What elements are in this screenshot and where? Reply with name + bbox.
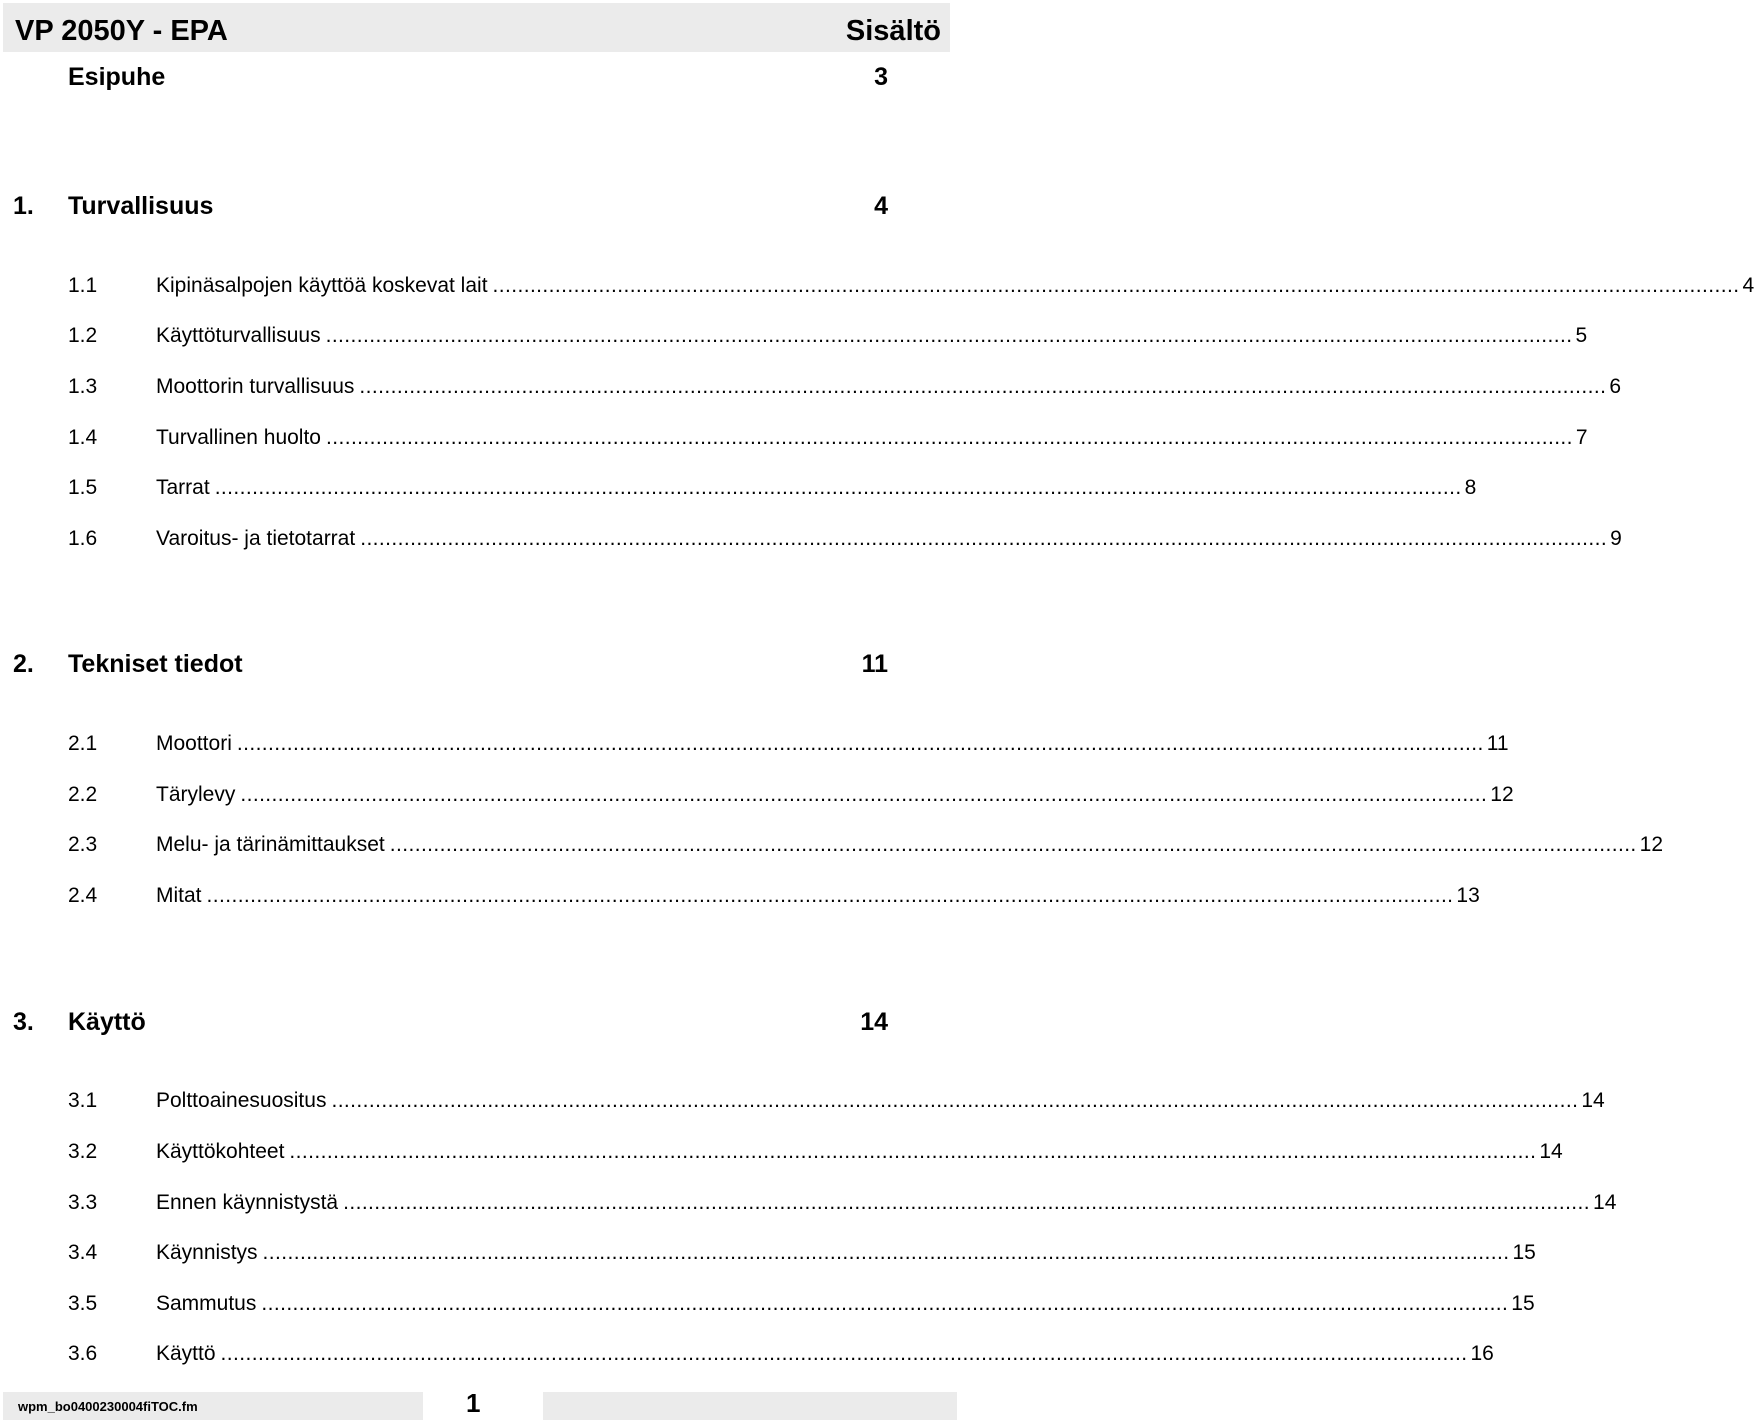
toc-entry-3-6[interactable]	[0, 1339, 1494, 1369]
toc-entry-row	[156, 423, 1588, 453]
toc-entry-number: 3.5	[68, 1292, 98, 1315]
toc-chapter-title: Tekniset tiedot	[68, 650, 243, 678]
toc-entry-page: 9	[1610, 527, 1622, 550]
toc-entry-page: 5	[1575, 324, 1588, 347]
toc-entry-row	[156, 1086, 1605, 1116]
footer-page-number: 1	[466, 1388, 481, 1418]
dot-leader: ........................................................................................................................................................................................................	[261, 1292, 1509, 1315]
toc-chapter-3[interactable]	[0, 1005, 960, 1039]
toc-entry-row	[156, 524, 1622, 554]
toc-chapter-title: Käyttö	[68, 1008, 146, 1036]
toc-entry-number: 2.3	[68, 833, 98, 856]
toc-entry-page: 13	[1456, 884, 1480, 907]
toc-entry-title: Sammutus	[156, 1292, 257, 1315]
toc-entry-title: Varoitus- ja tietotarrat	[156, 527, 356, 550]
toc-entry-row	[156, 1137, 1563, 1167]
toc-chapter-page: 11	[861, 650, 888, 678]
toc-entry-number: 2.4	[68, 884, 98, 907]
toc-entry-page: 12	[1490, 783, 1514, 806]
toc-entry-page: 14	[1593, 1191, 1617, 1214]
toc-entry-title: Tarrat	[156, 476, 210, 499]
toc-preface[interactable]	[0, 60, 960, 94]
toc-entry-3-1[interactable]	[0, 1086, 1605, 1116]
toc-entry-3-4[interactable]	[0, 1238, 1536, 1268]
dot-leader: ........................................................................................................................................................................................................	[389, 833, 1637, 856]
toc-preface-page: 3	[874, 63, 888, 91]
toc-entry-1-2[interactable]	[0, 321, 1588, 351]
toc-entry-title: Mitat	[156, 884, 202, 907]
toc-entry-row	[156, 729, 1509, 759]
toc-entry-page: 14	[1539, 1140, 1563, 1163]
toc-entry-1-4[interactable]	[0, 423, 1588, 453]
dot-leader: ........................................................................................................................................................................................................	[360, 527, 1608, 550]
section-title: Sisältö	[845, 15, 941, 47]
toc-chapter-1[interactable]	[0, 189, 960, 223]
dot-leader: ........................................................................................................................................................................................................	[343, 1191, 1591, 1214]
toc-entry-page: 14	[1581, 1089, 1605, 1112]
toc-entry-title: Moottori	[156, 732, 232, 755]
toc-entry-title: Moottorin turvallisuus	[156, 375, 355, 398]
dot-leader: ........................................................................................................................................................................................................	[359, 375, 1607, 398]
toc-entry-title: Käyttö	[156, 1342, 216, 1365]
toc-entry-title: Käyttöturvallisuus	[156, 324, 321, 347]
toc-entry-row	[156, 473, 1477, 503]
footer-left-bar	[3, 1392, 423, 1420]
toc-entry-title: Ennen käynnistystä	[156, 1191, 339, 1214]
dot-leader: ........................................................................................................................................................................................................	[214, 476, 1462, 499]
toc-entry-2-1[interactable]	[0, 729, 1509, 759]
dot-leader: ........................................................................................................................................................................................................	[206, 884, 1454, 907]
toc-entry-title: Käyttökohteet	[156, 1140, 285, 1163]
toc-entry-number: 3.1	[68, 1089, 98, 1112]
dot-leader: ........................................................................................................................................................................................................	[326, 426, 1573, 449]
toc-entry-page: 15	[1512, 1241, 1536, 1264]
toc-entry-row	[156, 1188, 1617, 1218]
toc-chapter-number: 1.	[13, 192, 34, 220]
toc-entry-row	[156, 271, 1754, 301]
dot-leader: ........................................................................................................................................................................................................	[289, 1140, 1537, 1163]
toc-entry-3-3[interactable]	[0, 1188, 1617, 1218]
footer-right-bar	[543, 1392, 957, 1420]
toc-entry-row	[156, 830, 1664, 860]
toc-entry-row	[156, 881, 1480, 911]
toc-entry-title: Turvallinen huolto	[156, 426, 321, 449]
toc-entry-number: 1.6	[68, 527, 98, 550]
toc-entry-page: 4	[1742, 274, 1754, 297]
footer-filename: wpm_bo0400230004fiTOC.fm	[18, 1399, 198, 1414]
toc-chapter-number: 3.	[13, 1008, 34, 1036]
toc-entry-row	[156, 780, 1514, 810]
toc-entry-number: 3.3	[68, 1191, 98, 1214]
dot-leader: ........................................................................................................................................................................................................	[220, 1342, 1468, 1365]
toc-entry-row	[156, 372, 1622, 402]
toc-chapter-2[interactable]	[0, 647, 960, 681]
toc-entry-page: 16	[1470, 1342, 1494, 1365]
document-title: VP 2050Y - EPA	[15, 15, 228, 47]
toc-entry-number: 1.3	[68, 375, 98, 398]
toc-entry-title: Melu- ja tärinämittaukset	[156, 833, 385, 856]
toc-entry-number: 1.5	[68, 476, 98, 499]
toc-entry-2-2[interactable]	[0, 780, 1514, 810]
dot-leader: ........................................................................................................................................................................................................	[325, 324, 1573, 347]
toc-entry-number: 1.1	[68, 274, 98, 297]
toc-entry-1-6[interactable]	[0, 524, 1622, 554]
dot-leader: ........................................................................................................................................................................................................	[492, 274, 1740, 297]
toc-entry-title: Kipinäsalpojen käyttöä koskevat lait	[156, 274, 488, 297]
toc-chapter-number: 2.	[13, 650, 34, 678]
toc-entry-page: 8	[1464, 476, 1477, 499]
toc-entry-row	[156, 1339, 1494, 1369]
toc-entry-3-5[interactable]	[0, 1289, 1535, 1319]
toc-entry-page: 6	[1609, 375, 1622, 398]
toc-entry-page: 7	[1575, 426, 1588, 449]
toc-entry-number: 3.4	[68, 1241, 98, 1264]
toc-entry-page: 15	[1511, 1292, 1535, 1315]
toc-entry-title: Polttoainesuositus	[156, 1089, 327, 1112]
toc-entry-number: 2.2	[68, 783, 98, 806]
toc-entry-1-1[interactable]	[0, 271, 1754, 301]
toc-entry-2-4[interactable]	[0, 881, 1480, 911]
toc-chapter-page: 4	[874, 192, 888, 220]
header-bar	[3, 3, 950, 52]
toc-entry-title: Käynnistys	[156, 1241, 258, 1264]
toc-entry-number: 2.1	[68, 732, 98, 755]
toc-entry-1-5[interactable]	[0, 473, 1477, 503]
toc-entry-number: 1.2	[68, 324, 98, 347]
toc-chapter-page: 14	[860, 1008, 888, 1036]
dot-leader: ........................................................................................................................................................................................................	[331, 1089, 1579, 1112]
dot-leader: ........................................................................................................................................................................................................	[262, 1241, 1510, 1264]
dot-leader: ........................................................................................................................................................................................................	[240, 783, 1488, 806]
toc-entry-3-2[interactable]	[0, 1137, 1563, 1167]
toc-entry-2-3[interactable]	[0, 830, 1664, 860]
toc-preface-title: Esipuhe	[68, 63, 166, 91]
toc-entry-row	[156, 1289, 1535, 1319]
toc-entry-1-3[interactable]	[0, 372, 1622, 402]
toc-entry-page: 11	[1486, 732, 1509, 755]
dot-leader: ........................................................................................................................................................................................................	[236, 732, 1484, 755]
toc-entry-page: 12	[1639, 833, 1664, 856]
toc-entry-number: 3.2	[68, 1140, 98, 1163]
toc-entry-title: Tärylevy	[156, 783, 236, 806]
toc-entry-number: 3.6	[68, 1342, 98, 1365]
toc-chapter-title: Turvallisuus	[68, 192, 214, 220]
toc-entry-row	[156, 1238, 1536, 1268]
toc-entry-number: 1.4	[68, 426, 98, 449]
toc-entry-row	[156, 321, 1588, 351]
